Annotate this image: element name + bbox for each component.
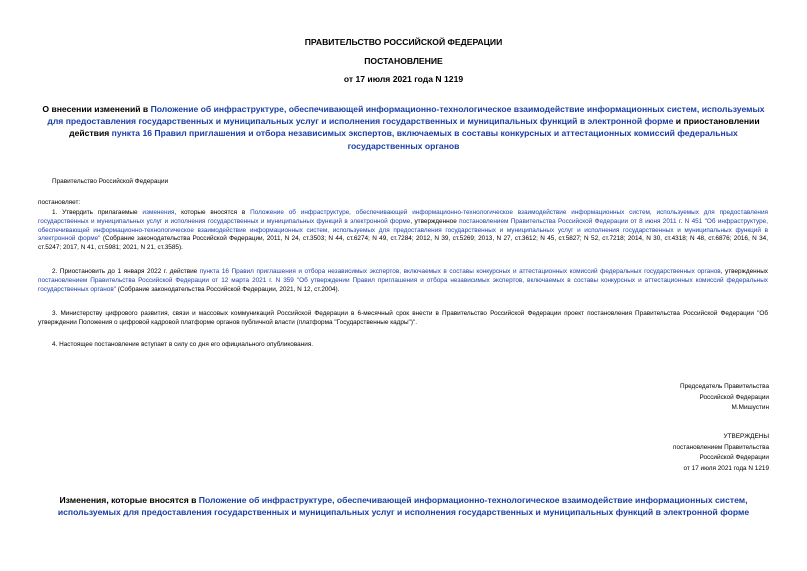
title-prefix: О внесении изменений в <box>42 104 151 114</box>
signature-block <box>680 382 769 414</box>
decides-text: постановляет: <box>38 199 81 206</box>
p1-link-resolution-451[interactable]: постановлением Правительства Российской Федерации от 8 июня 2011 г. N 451 "Об инфраструктуре, обеспечивающей информационно-технологическое взаимодействие информационных систем, используемых для предоставления государственных и муниципальных услуг и исполнения государственных и муниципальных функций в электронной форме" <box>38 217 769 243</box>
p2-text-a: 2. Приостановить до 1 января 2022 г. действие <box>52 268 200 275</box>
title-link-regulation[interactable]: Положение об инфраструктуре, обеспечивающей информационно-технологическое взаимодействие информационных систем, используемых для предоставления государственных и муниципальных услуг и исполнения государственных и муниципальных функций в электронной форме <box>47 104 765 127</box>
paragraph-2 <box>38 268 768 294</box>
signature-name: М.Мишустин <box>731 404 769 411</box>
p2-link-resolution-359[interactable]: постановлением Правительства Российской Федерации от 12 марта 2021 г. N 359 "Об утверждении Правил приглашения и отбора независимых экспертов, включаемых в составы конкурсных и аттестационных комиссий федеральных государственных органов" <box>38 276 768 293</box>
approved-country: Российской Федерации <box>699 454 769 461</box>
approved-date: от 17 июля 2021 года N 1219 <box>683 464 769 472</box>
approved-label: УТВЕРЖДЕНЫ <box>723 433 769 440</box>
intro-text: Правительство Российской Федерации <box>52 178 169 185</box>
document-title <box>36 103 771 152</box>
paragraph-3: 3. Министерству цифрового развития, связи и массовых коммуникаций Российской Федерации в 6-месячный срок внести в Правительство Российской Федерации проект постановления Правительства Российской Федерации "Об утверждении Положения о цифровой кадровой платформе органов публичной власти (платформа "Государственные кадры")". <box>38 310 768 326</box>
title-link-rules[interactable]: пункта 16 Правил приглашения и отбора независимых экспертов, включаемых в составы конкурсных и аттестационных комиссий федеральных государственных органов <box>111 128 738 151</box>
document-date-number: от 17 июля 2021 года N 1219 <box>343 74 464 84</box>
p1-text-c: , утвержденное <box>410 217 460 225</box>
paragraph-1 <box>38 209 768 253</box>
p1-link-changes[interactable]: изменения <box>142 209 175 216</box>
document-type: ПОСТАНОВЛЕНИЕ <box>364 56 443 66</box>
approved-by: постановлением Правительства <box>673 443 769 451</box>
paragraph-4: 4. Настоящее постановление вступает в силу со дня его официального опубликования. <box>52 341 314 348</box>
changes-title <box>36 494 771 518</box>
changes-title-prefix: Изменения, которые вносятся в <box>59 495 199 505</box>
p1-text-d: (Собрание законодательства Российской Федерации, 2011, N 24, ст.3503; N 44, ст.6274; N 49, ст.7284; 2012, N 39, ст.5269; 2013, N 27, ст.3612; N 45, ст.5827; N 52, ст.7218; 2014, N 30, ст.4318; N 48, ст.6876; 2016, N 34, ст.5247; 2017, N 41, ст.5981; 2021, N 21, ст.3585). <box>38 235 768 252</box>
p1-link-regulation[interactable]: Положение об инфраструктуре, обеспечивающей информационно-технологическое взаимодействие информационных систем, используемых для предоставления государственных и муниципальных услуг и исполнения государственных и муниципальных функций в электронной форме <box>38 209 768 225</box>
p1-text-b: , которые вносятся в <box>174 209 251 216</box>
title-middle: и приостановлении действия <box>69 116 760 139</box>
signature-country: Российской Федерации <box>699 393 769 401</box>
p2-link-point-16[interactable]: пункта 16 Правил приглашения и отбора независимых экспертов, включаемых в составы конкурсных и аттестационных комиссий федеральных государственных органов <box>199 268 721 275</box>
signature-position: Председатель Правительства <box>680 383 769 390</box>
p2-text-b: , утвержденных <box>720 268 768 275</box>
government-header: ПРАВИТЕЛЬСТВО РОССИЙСКОЙ ФЕДЕРАЦИИ <box>304 37 503 47</box>
p1-text-a: 1. Утвердить прилагаемые <box>52 209 143 216</box>
changes-title-link[interactable]: Положение об инфраструктуре, обеспечивающей информационно-технологическое взаимодействие информационных систем, используемых для предоставления государственных и муниципальных услуг и исполнения государственных и муниципальных функций в электронной форме <box>57 495 750 518</box>
approved-block <box>673 432 769 474</box>
p2-text-c: (Собрание законодательства Российской Федерации, 2021, N 12, ст.2004). <box>115 285 340 293</box>
